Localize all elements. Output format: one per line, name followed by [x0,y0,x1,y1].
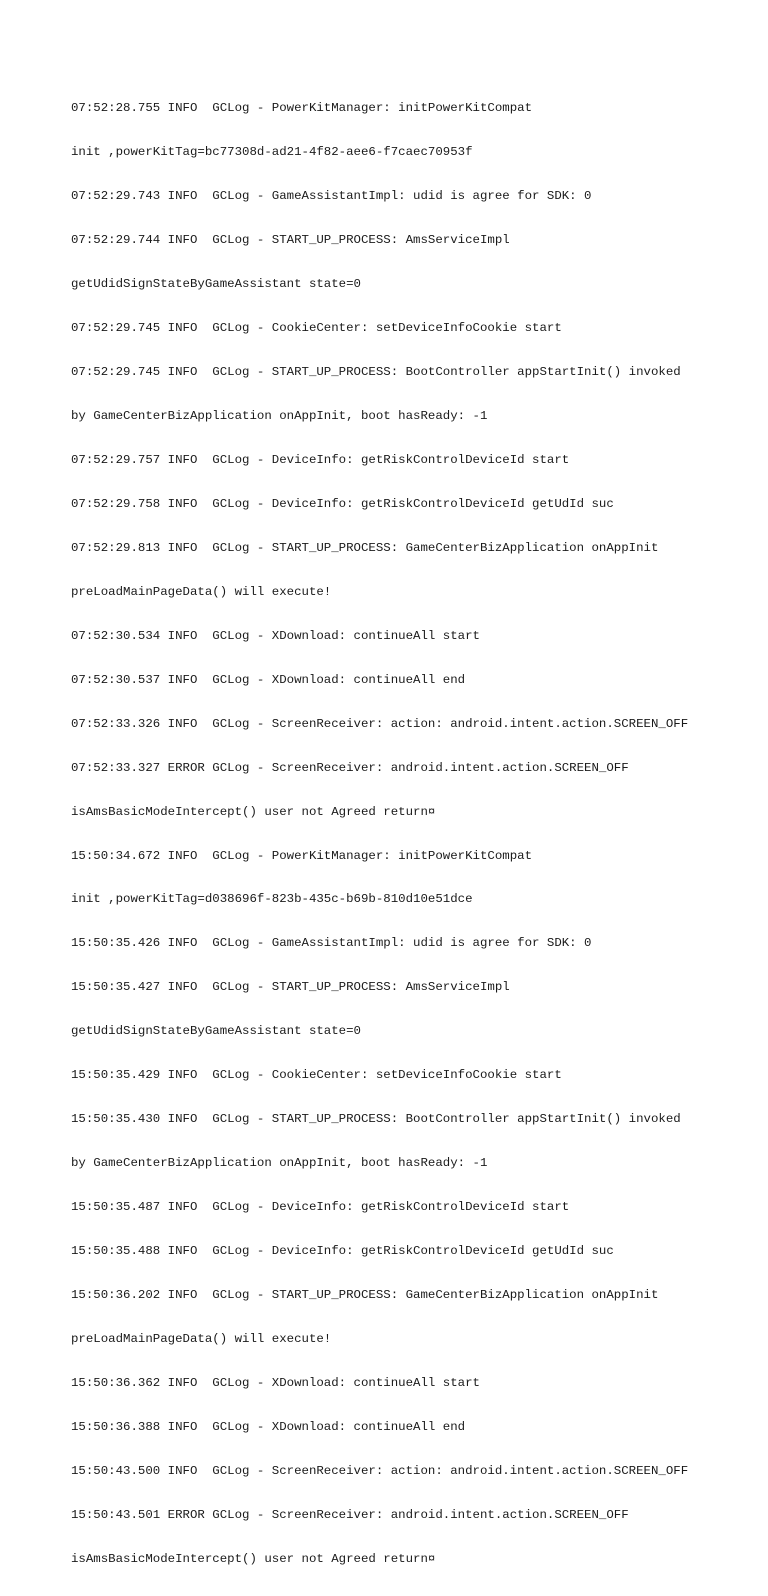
log-line: 07:52:30.537 INFO GCLog - XDownload: continueAll end [71,672,466,687]
log-line: 07:52:29.813 INFO GCLog - START_UP_PROCESS: GameCenterBizApplication onAppInit [71,540,659,555]
log-line: 07:52:28.755 INFO GCLog - PowerKitManager: initPowerKitCompat [71,101,533,116]
log-line: init ,powerKitTag=d038696f-823b-435c-b69b-810d10e51dce [71,892,473,907]
log-line: getUdidSignStateByGameAssistant state=0 [71,277,361,292]
log-line: by GameCenterBizApplication onAppInit, boot hasReady: -1 [71,1156,488,1171]
log-line: 15:50:34.672 INFO GCLog - PowerKitManager: initPowerKitCompat [71,848,533,863]
log-line: 15:50:35.426 INFO GCLog - GameAssistantImpl: udid is agree for SDK: 0 [71,936,592,951]
log-line: 15:50:36.362 INFO GCLog - XDownload: continueAll start [71,1375,480,1390]
log-line: 07:52:29.745 INFO GCLog - CookieCenter: setDeviceInfoCookie start [71,321,562,336]
log-text-block [71,72,751,1596]
log-line: 15:50:36.388 INFO GCLog - XDownload: continueAll end [71,1419,466,1434]
log-line: 07:52:29.745 INFO GCLog - START_UP_PROCESS: BootController appStartInit() invoked [71,365,681,380]
log-line: 15:50:35.430 INFO GCLog - START_UP_PROCESS: BootController appStartInit() invoked [71,1112,681,1127]
log-line: 15:50:43.501 ERROR GCLog - ScreenReceiver: android.intent.action.SCREEN_OFF [71,1507,629,1522]
log-line: 15:50:43.500 INFO GCLog - ScreenReceiver: action: android.intent.action.SCREEN_OFF [71,1463,689,1478]
log-line: 07:52:30.534 INFO GCLog - XDownload: continueAll start [71,628,480,643]
log-line: getUdidSignStateByGameAssistant state=0 [71,1024,361,1039]
log-line: preLoadMainPageData() will execute! [71,584,332,599]
log-line: 07:52:29.744 INFO GCLog - START_UP_PROCESS: AmsServiceImpl [71,233,510,248]
log-line: 15:50:35.488 INFO GCLog - DeviceInfo: getRiskControlDeviceId getUdId suc [71,1244,614,1259]
log-line: 07:52:33.326 INFO GCLog - ScreenReceiver: action: android.intent.action.SCREEN_OFF [71,716,689,731]
log-line: 07:52:29.743 INFO GCLog - GameAssistantImpl: udid is agree for SDK: 0 [71,189,592,204]
log-line: by GameCenterBizApplication onAppInit, boot hasReady: -1 [71,408,488,423]
log-line: 15:50:35.427 INFO GCLog - START_UP_PROCESS: AmsServiceImpl [71,980,510,995]
log-line: 15:50:35.487 INFO GCLog - DeviceInfo: getRiskControlDeviceId start [71,1200,570,1215]
log-line: isAmsBasicModeIntercept() user not Agreed return¤ [71,1551,436,1566]
log-line: init ,powerKitTag=bc77308d-ad21-4f82-aee6-f7caec70953f [71,145,473,160]
log-line: 15:50:36.202 INFO GCLog - START_UP_PROCESS: GameCenterBizApplication onAppInit [71,1288,659,1303]
log-line: 07:52:29.758 INFO GCLog - DeviceInfo: getRiskControlDeviceId getUdId suc [71,496,614,511]
log-line: preLoadMainPageData() will execute! [71,1332,332,1346]
log-line: 07:52:29.757 INFO GCLog - DeviceInfo: getRiskControlDeviceId start [71,452,570,467]
log-line: 15:50:35.429 INFO GCLog - CookieCenter: setDeviceInfoCookie start [71,1068,562,1083]
log-line: isAmsBasicModeIntercept() user not Agreed return¤ [71,804,436,819]
log-line: 07:52:33.327 ERROR GCLog - ScreenReceiver: android.intent.action.SCREEN_OFF [71,760,629,775]
